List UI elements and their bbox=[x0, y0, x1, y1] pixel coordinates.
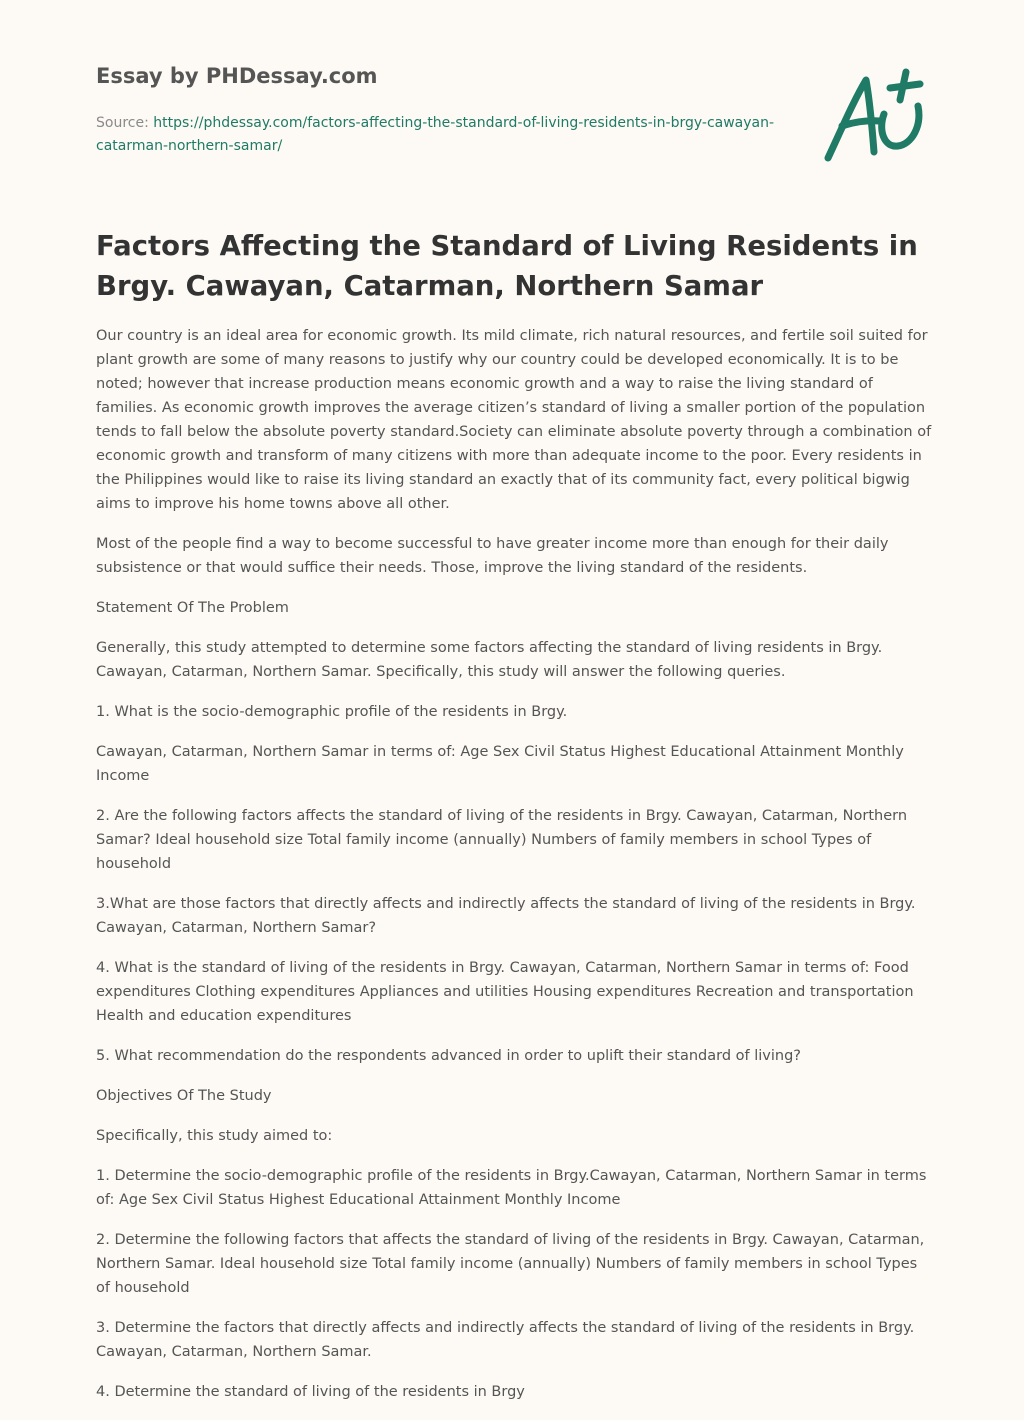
paragraph: Most of the people find a way to become successful to have greater income more than enough for their daily subsistence or that would suffice their needs. Those, improve the living standard of the residents. bbox=[96, 536, 889, 576]
paragraph: 2. Determine the following factors that affects the standard of living of the residents in Brgy. Cawayan, Catarman, Northern Samar. Ideal household size Total family income (annually) Numbers of family members in school Types of household bbox=[96, 1232, 925, 1296]
paragraph: 1. What is the socio-demographic profile of the residents in Brgy. bbox=[96, 704, 568, 720]
paragraph: 2. Are the following factors affects the standard of living of the residents in Brgy. Cawayan, Catarman, Northern Samar? Ideal household size Total family income (annually) Numbers of family members in school Types of household bbox=[96, 808, 908, 872]
paragraph: 3. Determine the factors that directly affects and indirectly affects the standard of living of the residents in Brgy. Cawayan, Catarman, Northern Samar. bbox=[96, 1320, 915, 1360]
a-plus-grade-icon bbox=[820, 66, 928, 166]
paragraph: 5. What recommendation do the respondents advanced in order to uplift their standard of living? bbox=[96, 1048, 802, 1064]
paragraph: 4. Determine the standard of living of the residents in Brgy bbox=[96, 1384, 525, 1400]
paragraph: Generally, this study attempted to determine some factors affecting the standard of living residents in Brgy. Cawayan, Catarman, Northern Samar. Specifically, this study will answer the following queries. bbox=[96, 640, 883, 680]
source-label: Source: bbox=[96, 115, 149, 131]
source-link[interactable]: https://phdessay.com/factors-affecting-the-standard-of-living-residents-in-brgy-cawayan-catarman-northern-samar/ bbox=[96, 115, 775, 154]
paragraph: 1. Determine the socio-demographic profile of the residents in Brgy.Cawayan, Catarman, Northern Samar in terms of: Age Sex Civil Status Highest Educational Attainment Monthly Income bbox=[96, 1168, 927, 1208]
paragraph: 3.What are those factors that directly affects and indirectly affects the standard of living of the residents in Brgy. Cawayan, Catarman, Northern Samar? bbox=[96, 896, 916, 936]
section-heading-statement-of-problem: Statement Of The Problem bbox=[96, 600, 289, 616]
paragraph: Specifically, this study aimed to: bbox=[96, 1128, 333, 1144]
paragraph: Our country is an ideal area for economic growth. Its mild climate, rich natural resources, and fertile soil suited for plant growth are some of many reasons to justify why our country could be developed economically. It is to be noted; however that increase production means economic growth and a way to raise the living standard of families. As economic growth improves the average citizen’s standard of living a smaller portion of the population tends to fall below the absolute poverty standard.Society can eliminate absolute poverty through a combination of economic growth and transform of many citizens with more than adequate income to the poor. Every residents in the Philippines would like to raise its living standard an exactly that of its community fact, every political bigwig aims to improve his home towns above all other. bbox=[96, 328, 932, 512]
article-title: Factors Affecting the Standard of Living Residents in Brgy. Cawayan, Catarman, Northern Samar bbox=[96, 230, 918, 302]
source-line bbox=[96, 112, 776, 158]
section-heading-objectives: Objectives Of The Study bbox=[96, 1088, 272, 1104]
paragraph: 4. What is the standard of living of the residents in Brgy. Cawayan, Catarman, Northern Samar in terms of: Food expenditures Clothing expenditures Appliances and utilities Housing expenditures Recreation and transportation Health and education expenditures bbox=[96, 960, 914, 1024]
paragraph: Cawayan, Catarman, Northern Samar in terms of: Age Sex Civil Status Highest Educational Attainment Monthly Income bbox=[96, 744, 904, 784]
article-body bbox=[96, 324, 932, 1420]
site-brand: Essay by PHDessay.com bbox=[96, 64, 378, 88]
